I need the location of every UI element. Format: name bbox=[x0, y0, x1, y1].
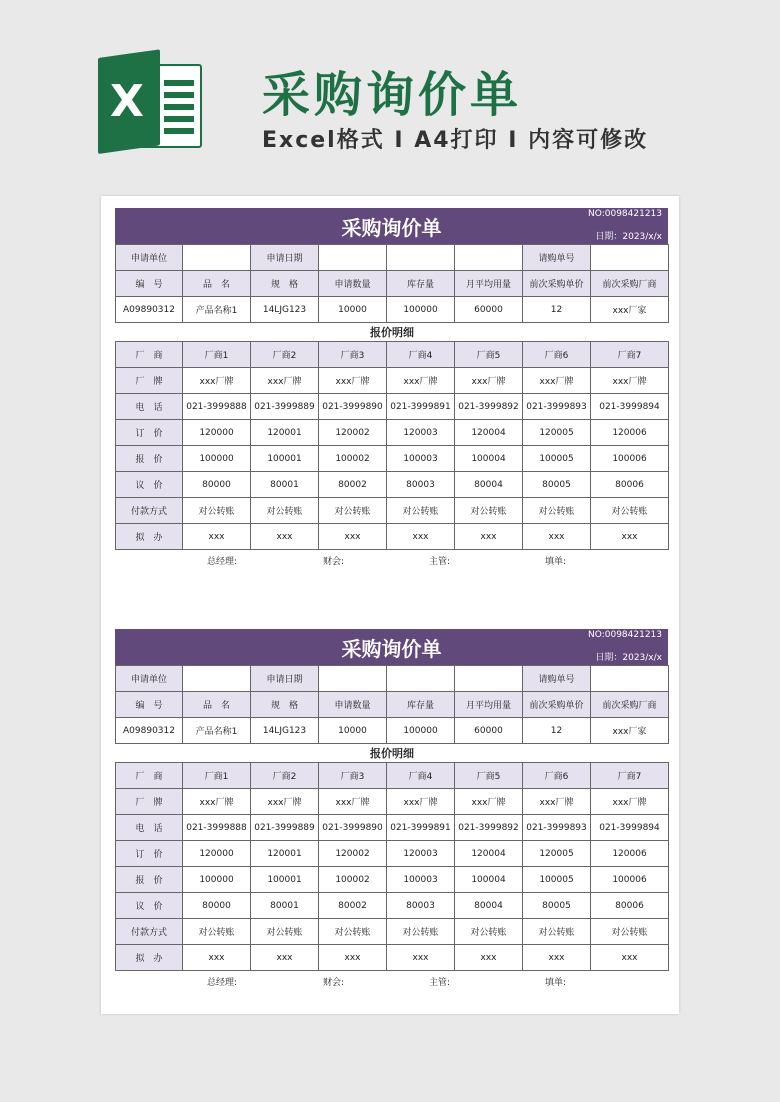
quote-cell[interactable]: 120004 bbox=[455, 420, 523, 446]
form-title-bar bbox=[115, 208, 668, 244]
quote-cell[interactable]: 100006 bbox=[591, 446, 669, 472]
quote-cell[interactable]: xxx bbox=[183, 524, 251, 550]
quote-row-label: 拟 办 bbox=[116, 945, 183, 971]
column-header: 前次采购单价 bbox=[523, 271, 591, 297]
apply-unit-label: 申请单位 bbox=[116, 666, 183, 692]
signature-row bbox=[115, 550, 668, 570]
quote-cell[interactable]: 80004 bbox=[455, 472, 523, 498]
quote-row-label: 订 价 bbox=[116, 420, 183, 446]
column-header: 申请数量 bbox=[319, 271, 387, 297]
quote-cell[interactable]: xxx bbox=[523, 524, 591, 550]
quote-cell: 厂商2 bbox=[251, 763, 319, 789]
apply-date-label: 申请日期 bbox=[251, 245, 319, 271]
page-header bbox=[0, 0, 780, 190]
quote-cell[interactable]: 80003 bbox=[387, 893, 455, 919]
quote-row-label: 付款方式 bbox=[116, 498, 183, 524]
quote-row bbox=[116, 841, 669, 867]
quote-cell[interactable]: 100002 bbox=[319, 446, 387, 472]
quote-cell[interactable]: xxx厂牌 bbox=[591, 789, 669, 815]
column-header: 前次采购厂商 bbox=[591, 692, 669, 718]
quote-cell: 厂商7 bbox=[591, 763, 669, 789]
item-cell[interactable]: 12 bbox=[523, 297, 591, 323]
quote-cell[interactable]: 100003 bbox=[387, 867, 455, 893]
item-cell[interactable]: 100000 bbox=[387, 297, 455, 323]
quote-cell[interactable]: xxx厂牌 bbox=[523, 789, 591, 815]
quote-row bbox=[116, 815, 669, 841]
quote-cell[interactable]: 对公转账 bbox=[387, 498, 455, 524]
quote-cell[interactable]: 对公转账 bbox=[319, 498, 387, 524]
quote-cell[interactable]: xxx厂牌 bbox=[319, 789, 387, 815]
quote-cell[interactable]: 021-3999889 bbox=[251, 815, 319, 841]
item-cell[interactable]: 10000 bbox=[319, 718, 387, 744]
quote-cell[interactable]: 100004 bbox=[455, 446, 523, 472]
column-header: 库存量 bbox=[387, 692, 455, 718]
quote-cell[interactable]: 100000 bbox=[183, 446, 251, 472]
quote-row-label: 报 价 bbox=[116, 446, 183, 472]
quote-cell[interactable]: 120000 bbox=[183, 841, 251, 867]
quote-cell[interactable]: xxx厂牌 bbox=[183, 789, 251, 815]
quote-cell[interactable]: 80004 bbox=[455, 893, 523, 919]
quote-row-label: 拟 办 bbox=[116, 524, 183, 550]
apply-unit-value[interactable] bbox=[183, 245, 251, 271]
quote-cell[interactable]: 100004 bbox=[455, 867, 523, 893]
quote-cell: 厂商3 bbox=[319, 763, 387, 789]
quote-row-label: 议 价 bbox=[116, 893, 183, 919]
signature-supervisor: 主管: bbox=[429, 978, 451, 988]
item-cell[interactable]: 12 bbox=[523, 718, 591, 744]
quote-cell[interactable]: 021-3999891 bbox=[387, 815, 455, 841]
quote-cell[interactable]: xxx bbox=[455, 524, 523, 550]
item-cell[interactable]: xxx厂家 bbox=[591, 718, 669, 744]
quote-cell[interactable]: 120001 bbox=[251, 420, 319, 446]
document-paper bbox=[101, 196, 679, 1014]
quote-cell[interactable]: xxx bbox=[523, 945, 591, 971]
column-header: 规 格 bbox=[251, 692, 319, 718]
quote-row-label: 报 价 bbox=[116, 867, 183, 893]
quote-row bbox=[116, 893, 669, 919]
quote-cell: 厂商5 bbox=[455, 763, 523, 789]
quote-cell[interactable]: 对公转账 bbox=[319, 919, 387, 945]
blank-cell[interactable] bbox=[387, 245, 455, 271]
signature-gm: 总经理: bbox=[207, 978, 238, 988]
quote-row-label: 厂 牌 bbox=[116, 368, 183, 394]
quote-row bbox=[116, 472, 669, 498]
quote-cell[interactable]: 对公转账 bbox=[455, 919, 523, 945]
form-date: 日期：2023/x/x bbox=[595, 653, 662, 663]
quote-cell: 厂商1 bbox=[183, 342, 251, 368]
purchase-no-value[interactable] bbox=[591, 666, 669, 692]
quote-cell[interactable]: 120005 bbox=[523, 420, 591, 446]
quote-cell[interactable]: 021-3999891 bbox=[387, 394, 455, 420]
column-header: 申请数量 bbox=[319, 692, 387, 718]
quote-row-label: 厂 商 bbox=[116, 342, 183, 368]
quote-cell[interactable]: xxx厂牌 bbox=[387, 368, 455, 394]
signature-finance: 财会: bbox=[323, 978, 345, 988]
quote-cell[interactable]: 80002 bbox=[319, 893, 387, 919]
quote-cell[interactable]: 021-3999888 bbox=[183, 394, 251, 420]
blank-cell[interactable] bbox=[455, 666, 523, 692]
section-title: 报价明细 bbox=[116, 323, 669, 342]
quote-cell[interactable]: 对公转账 bbox=[183, 919, 251, 945]
quote-row bbox=[116, 919, 669, 945]
quote-cell[interactable]: xxx bbox=[319, 945, 387, 971]
quote-cell[interactable]: 120003 bbox=[387, 420, 455, 446]
quote-cell[interactable]: 80005 bbox=[523, 893, 591, 919]
quote-row-label: 议 价 bbox=[116, 472, 183, 498]
item-cell[interactable]: 14LJG123 bbox=[251, 718, 319, 744]
item-cell[interactable]: 产品名称1 bbox=[183, 718, 251, 744]
quote-cell[interactable]: 80006 bbox=[591, 472, 669, 498]
quote-cell[interactable]: xxx bbox=[319, 524, 387, 550]
quote-cell[interactable]: 021-3999894 bbox=[591, 815, 669, 841]
inquiry-form-1 bbox=[115, 208, 668, 570]
quote-cell[interactable]: 100000 bbox=[183, 867, 251, 893]
column-header: 编 号 bbox=[116, 692, 183, 718]
quote-row bbox=[116, 420, 669, 446]
quote-cell: 厂商3 bbox=[319, 342, 387, 368]
column-header: 库存量 bbox=[387, 271, 455, 297]
quote-cell[interactable]: 80003 bbox=[387, 472, 455, 498]
form-date: 日期：2023/x/x bbox=[595, 232, 662, 242]
quote-cell[interactable]: 120003 bbox=[387, 841, 455, 867]
purchase-no-label: 请购单号 bbox=[523, 666, 591, 692]
item-cell[interactable]: A09890312 bbox=[116, 718, 183, 744]
quote-cell[interactable]: 120000 bbox=[183, 420, 251, 446]
quote-cell[interactable]: 100001 bbox=[251, 867, 319, 893]
quote-cell[interactable]: 120004 bbox=[455, 841, 523, 867]
quote-cell[interactable]: 80002 bbox=[319, 472, 387, 498]
column-header: 月平均用量 bbox=[455, 271, 523, 297]
apply-date-value[interactable] bbox=[319, 245, 387, 271]
page-title: 采购询价单 bbox=[262, 67, 523, 123]
item-cell[interactable]: 100000 bbox=[387, 718, 455, 744]
quote-cell: 厂商1 bbox=[183, 763, 251, 789]
quote-cell[interactable]: 80005 bbox=[523, 472, 591, 498]
quote-row bbox=[116, 498, 669, 524]
quote-cell[interactable]: 80001 bbox=[251, 472, 319, 498]
section-title: 报价明细 bbox=[116, 744, 669, 763]
form-number: NO:0098421213 bbox=[588, 630, 662, 640]
blank-cell[interactable] bbox=[387, 666, 455, 692]
quote-cell[interactable]: 100005 bbox=[523, 867, 591, 893]
signature-gm: 总经理: bbox=[207, 557, 238, 567]
quote-row-label: 厂 牌 bbox=[116, 789, 183, 815]
logo-letter: X bbox=[110, 75, 144, 127]
quote-cell[interactable]: xxx厂牌 bbox=[591, 368, 669, 394]
quote-cell[interactable]: 100001 bbox=[251, 446, 319, 472]
quote-cell[interactable]: xxx厂牌 bbox=[183, 368, 251, 394]
quote-cell[interactable]: xxx厂牌 bbox=[319, 368, 387, 394]
quote-cell[interactable]: 021-3999893 bbox=[523, 815, 591, 841]
apply-unit-label: 申请单位 bbox=[116, 245, 183, 271]
quote-cell[interactable]: 对公转账 bbox=[591, 919, 669, 945]
signature-row bbox=[115, 971, 668, 991]
quote-cell[interactable]: xxx bbox=[455, 945, 523, 971]
quote-cell[interactable]: 120006 bbox=[591, 420, 669, 446]
quote-row-label: 厂 商 bbox=[116, 763, 183, 789]
inquiry-form-2 bbox=[115, 629, 668, 991]
quote-cell[interactable]: xxx bbox=[387, 945, 455, 971]
quote-cell[interactable]: 对公转账 bbox=[523, 919, 591, 945]
item-cell[interactable]: 10000 bbox=[319, 297, 387, 323]
quote-cell[interactable]: 021-3999893 bbox=[523, 394, 591, 420]
quote-cell[interactable]: 对公转账 bbox=[387, 919, 455, 945]
quote-cell: 厂商4 bbox=[387, 763, 455, 789]
form-title-bar bbox=[115, 629, 668, 665]
quote-cell: 厂商6 bbox=[523, 763, 591, 789]
item-cell[interactable]: 60000 bbox=[455, 297, 523, 323]
quote-cell[interactable]: 120006 bbox=[591, 841, 669, 867]
quote-row bbox=[116, 446, 669, 472]
quote-cell[interactable]: 120005 bbox=[523, 841, 591, 867]
column-header: 前次采购单价 bbox=[523, 692, 591, 718]
quote-cell[interactable]: xxx厂牌 bbox=[455, 368, 523, 394]
apply-unit-value[interactable] bbox=[183, 666, 251, 692]
form-title: 采购询价单 bbox=[341, 216, 442, 240]
quote-cell[interactable]: xxx bbox=[387, 524, 455, 550]
excel-logo-icon bbox=[98, 58, 204, 154]
quote-cell: 厂商2 bbox=[251, 342, 319, 368]
quote-cell[interactable]: 80000 bbox=[183, 472, 251, 498]
signature-finance: 财会: bbox=[323, 557, 345, 567]
quote-cell[interactable]: 对公转账 bbox=[251, 498, 319, 524]
quote-cell[interactable]: 100006 bbox=[591, 867, 669, 893]
quote-cell[interactable]: xxx bbox=[251, 524, 319, 550]
form-table bbox=[115, 244, 669, 550]
quote-cell[interactable]: xxx厂牌 bbox=[387, 789, 455, 815]
quote-cell[interactable]: 对公转账 bbox=[455, 498, 523, 524]
item-cell[interactable]: 产品名称1 bbox=[183, 297, 251, 323]
form-title: 采购询价单 bbox=[341, 637, 442, 661]
quote-cell[interactable]: xxx厂牌 bbox=[523, 368, 591, 394]
quote-cell: 厂商7 bbox=[591, 342, 669, 368]
quote-row bbox=[116, 789, 669, 815]
quote-cell[interactable]: xxx bbox=[591, 945, 669, 971]
quote-cell[interactable]: 80001 bbox=[251, 893, 319, 919]
quote-row bbox=[116, 763, 669, 789]
quote-cell: 厂商5 bbox=[455, 342, 523, 368]
quote-cell[interactable]: 对公转账 bbox=[183, 498, 251, 524]
quote-cell[interactable]: 对公转账 bbox=[523, 498, 591, 524]
column-header: 品 名 bbox=[183, 271, 251, 297]
quote-cell[interactable]: xxx厂牌 bbox=[251, 789, 319, 815]
quote-cell[interactable]: xxx bbox=[251, 945, 319, 971]
quote-cell[interactable]: xxx厂牌 bbox=[455, 789, 523, 815]
apply-date-value[interactable] bbox=[319, 666, 387, 692]
quote-cell[interactable]: 对公转账 bbox=[591, 498, 669, 524]
quote-cell[interactable]: 021-3999889 bbox=[251, 394, 319, 420]
item-cell[interactable]: xxx厂家 bbox=[591, 297, 669, 323]
page-subtitle: Excel格式 I A4打印 I 内容可修改 bbox=[262, 128, 649, 153]
signature-supervisor: 主管: bbox=[429, 557, 451, 567]
quote-row-label: 付款方式 bbox=[116, 919, 183, 945]
quote-cell[interactable]: 100002 bbox=[319, 867, 387, 893]
quote-cell[interactable]: 021-3999894 bbox=[591, 394, 669, 420]
quote-row bbox=[116, 945, 669, 971]
quote-cell[interactable]: 对公转账 bbox=[251, 919, 319, 945]
quote-cell[interactable]: 120001 bbox=[251, 841, 319, 867]
form-number: NO:0098421213 bbox=[588, 209, 662, 219]
purchase-no-label: 请购单号 bbox=[523, 245, 591, 271]
quote-cell: 厂商6 bbox=[523, 342, 591, 368]
apply-date-label: 申请日期 bbox=[251, 666, 319, 692]
quote-row bbox=[116, 342, 669, 368]
item-cell[interactable]: A09890312 bbox=[116, 297, 183, 323]
column-header: 品 名 bbox=[183, 692, 251, 718]
blank-cell[interactable] bbox=[455, 245, 523, 271]
quote-cell[interactable]: 100003 bbox=[387, 446, 455, 472]
item-cell[interactable]: 60000 bbox=[455, 718, 523, 744]
column-header: 规 格 bbox=[251, 271, 319, 297]
column-header: 月平均用量 bbox=[455, 692, 523, 718]
column-header: 编 号 bbox=[116, 271, 183, 297]
quote-cell[interactable]: 021-3999890 bbox=[319, 394, 387, 420]
form-table bbox=[115, 665, 669, 971]
purchase-no-value[interactable] bbox=[591, 245, 669, 271]
quote-cell[interactable]: xxx bbox=[591, 524, 669, 550]
quote-cell[interactable]: 80000 bbox=[183, 893, 251, 919]
quote-cell[interactable]: xxx bbox=[183, 945, 251, 971]
quote-row bbox=[116, 524, 669, 550]
quote-cell[interactable]: 120002 bbox=[319, 841, 387, 867]
signature-filler: 填单: bbox=[545, 978, 567, 988]
quote-cell[interactable]: 80006 bbox=[591, 893, 669, 919]
quote-row-label: 订 价 bbox=[116, 841, 183, 867]
quote-row bbox=[116, 394, 669, 420]
quote-row bbox=[116, 368, 669, 394]
item-cell[interactable]: 14LJG123 bbox=[251, 297, 319, 323]
quote-cell[interactable]: xxx厂牌 bbox=[251, 368, 319, 394]
quote-row-label: 电 话 bbox=[116, 394, 183, 420]
quote-cell[interactable]: 021-3999892 bbox=[455, 394, 523, 420]
quote-cell[interactable]: 100005 bbox=[523, 446, 591, 472]
quote-cell[interactable]: 021-3999890 bbox=[319, 815, 387, 841]
quote-cell[interactable]: 021-3999892 bbox=[455, 815, 523, 841]
quote-row bbox=[116, 867, 669, 893]
quote-cell[interactable]: 021-3999888 bbox=[183, 815, 251, 841]
column-header: 前次采购厂商 bbox=[591, 271, 669, 297]
signature-filler: 填单: bbox=[545, 557, 567, 567]
quote-row-label: 电 话 bbox=[116, 815, 183, 841]
quote-cell: 厂商4 bbox=[387, 342, 455, 368]
quote-cell[interactable]: 120002 bbox=[319, 420, 387, 446]
